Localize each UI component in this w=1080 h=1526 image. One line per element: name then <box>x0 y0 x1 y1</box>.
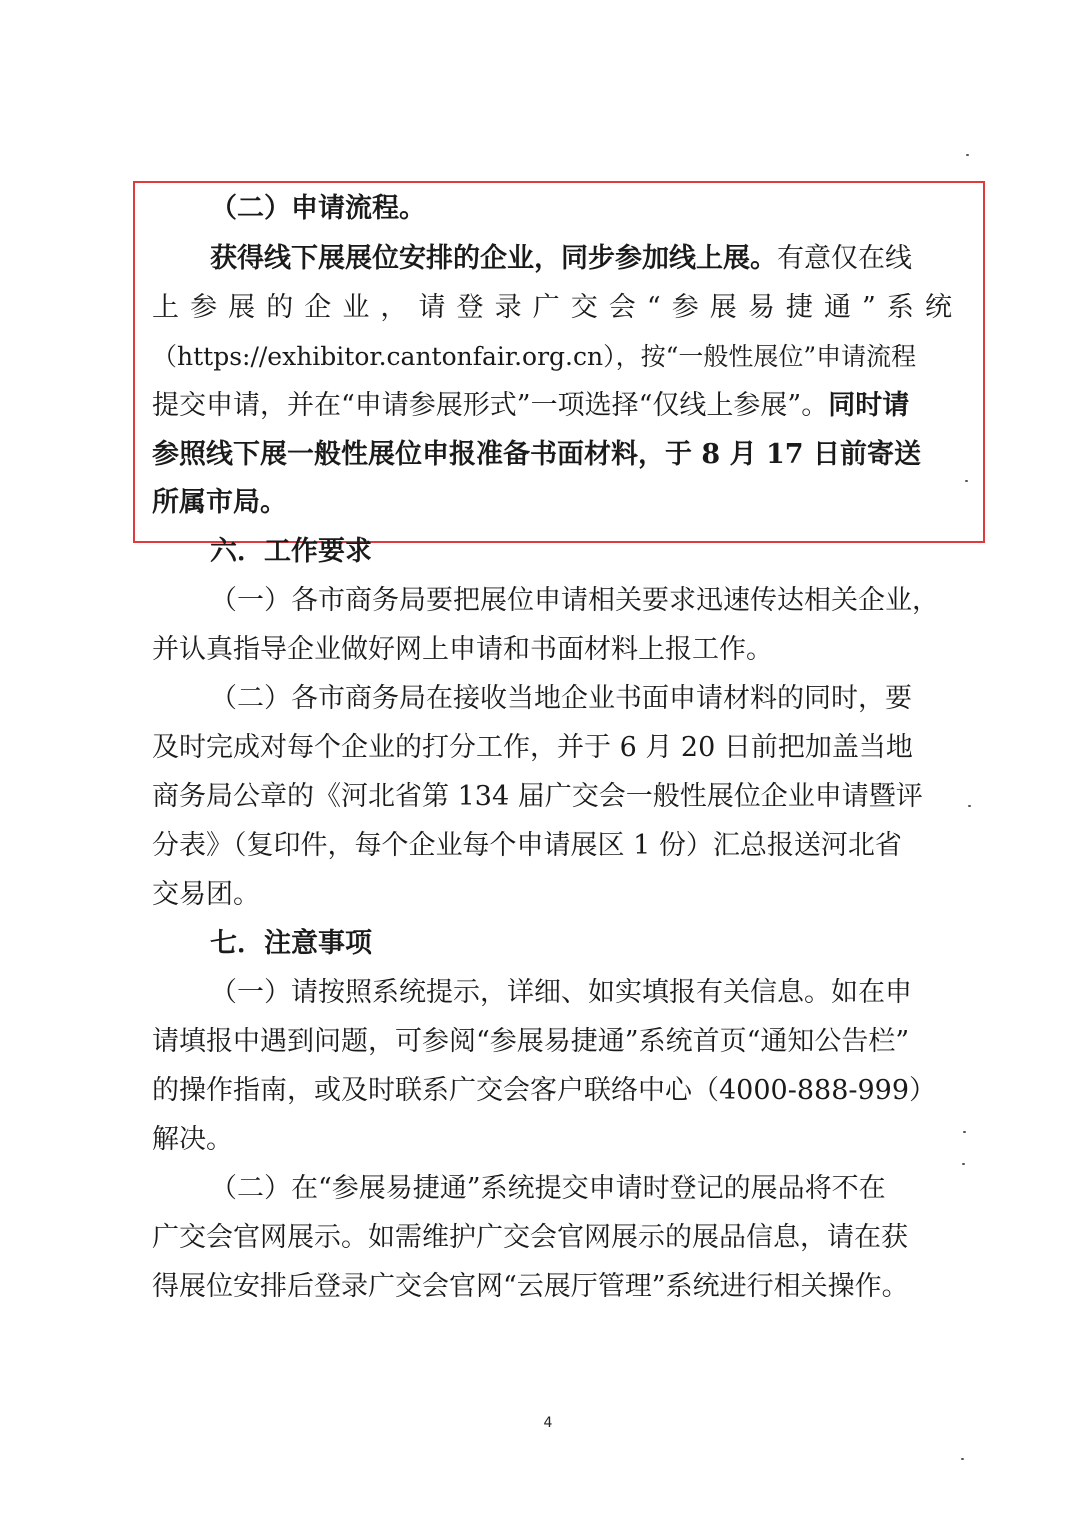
section-2-line-1-rest: 有意仅在线 <box>777 243 912 274</box>
scan-speck <box>966 154 969 156</box>
section-7-item-2-line-3: 得展位安排后登录广交会官网“云展厅管理”系统进行相关操作。 <box>152 1271 909 1302</box>
section-7-item-2-line-1: （二）在“参展易捷通”系统提交申请时登记的展品将不在 <box>210 1173 886 1204</box>
scan-speck <box>962 1163 965 1165</box>
section-2-title: （二）申请流程。 <box>210 193 426 224</box>
section-7-item-1-line-2: 请填报中遇到问题，可参阅“参展易捷通”系统首页“通知公告栏” <box>152 1026 910 1057</box>
section-7-item-1-line-1: （一）请按照系统提示，详细、如实填报有关信息。如在申 <box>210 977 912 1008</box>
section-7-item-1-line-3: 的操作指南，或及时联系广交会客户联络中心（4000-888-999） <box>152 1075 937 1106</box>
section-2-line-4-bold: 同时请 <box>828 390 910 421</box>
section-7-title: 七．注意事项 <box>210 928 372 959</box>
section-2-line-5: 参照线下展一般性展位申报准备书面材料，于 8 月 17 日前寄送 <box>152 439 921 470</box>
section-2-line-4-plain: 提交申请，并在“申请参展形式”一项选择“仅线上参展”。 <box>152 390 829 421</box>
section-7-item-2-line-2: 广交会官网展示。如需维护广交会官网展示的展品信息，请在获 <box>152 1222 908 1253</box>
scan-speck <box>963 1131 966 1133</box>
section-2-line-4 <box>152 386 952 426</box>
scan-speck <box>961 1458 964 1460</box>
section-2-line-2: 上参展的企业，请登录广交会“参展易捷通”系统 <box>152 292 952 323</box>
section-6-item-2-line-3: 商务局公章的《河北省第 134 届广交会一般性展位企业申请暨评 <box>152 781 923 812</box>
section-2-line-1 <box>210 239 952 279</box>
section-7-item-1-line-4: 解决。 <box>152 1124 233 1155</box>
scan-speck <box>965 480 968 482</box>
section-6-item-2-line-1: （二）各市商务局在接收当地企业书面申请材料的同时，要 <box>210 683 912 714</box>
scan-speck <box>968 805 971 807</box>
section-6-item-1-line-1: （一）各市商务局要把展位申请相关要求迅速传达相关企业， <box>210 585 939 616</box>
page-number: 4 <box>543 1415 553 1431</box>
section-2-line-3: （https://exhibitor.cantonfair.org.cn），按“一般性展位”申请流程 <box>152 342 917 371</box>
section-6-item-2-line-2: 及时完成对每个企业的打分工作，并于 6 月 20 日前把加盖当地 <box>152 732 913 763</box>
section-6-title: 六．工作要求 <box>210 536 372 567</box>
section-2-line-6: 所属市局。 <box>152 487 287 518</box>
section-6-item-1-line-2: 并认真指导企业做好网上申请和书面材料上报工作。 <box>152 634 773 665</box>
section-2-line-1-bold: 获得线下展展位安排的企业，同步参加线上展。 <box>210 243 777 274</box>
section-6-item-2-line-5: 交易团。 <box>152 879 260 910</box>
section-6-item-2-line-4: 分表》（复印件，每个企业每个申请展区 1 份）汇总报送河北省 <box>152 830 902 861</box>
